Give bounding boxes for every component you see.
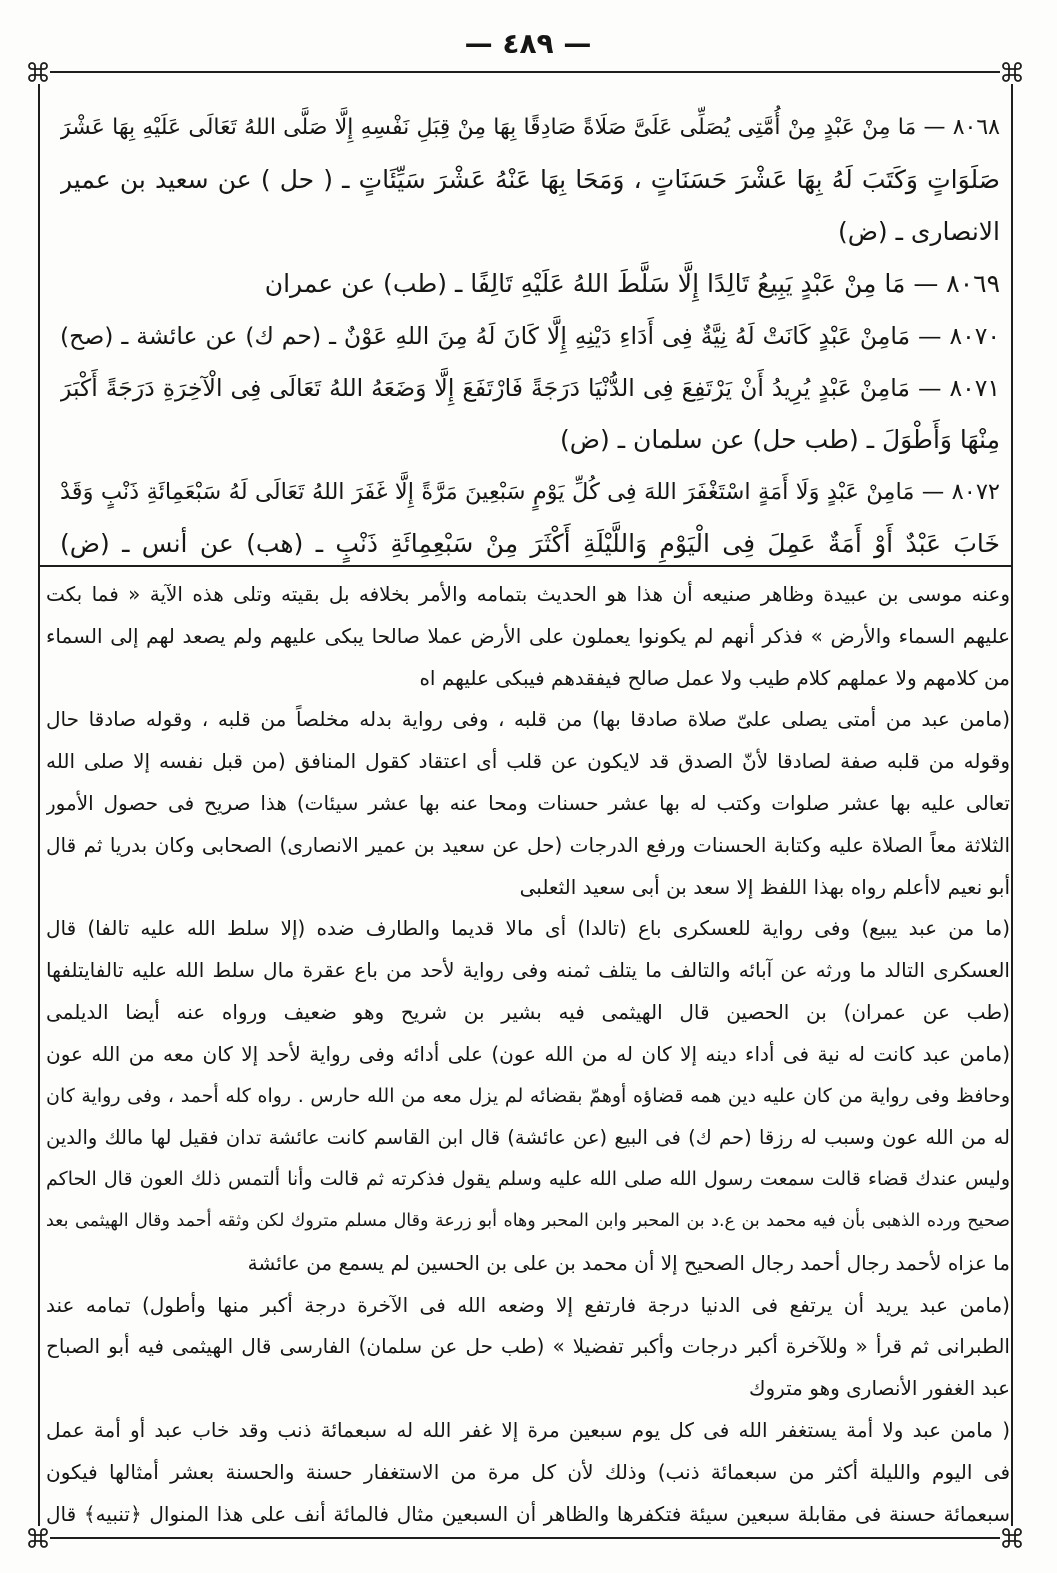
hadith-line: الانصارى ـ (ض) bbox=[837, 217, 1000, 246]
hadith-line: ٨٠٧٠ — مَامِنْ عَبْدٍ كَانَتْ لَهُ نِيَّةٌ فِى أَدَاءِ دَيْنِهِ إِلَّا كَانَ لَهُ مِنَ اللهِ عَوْنٌ ـ (حم ك) عن عائشة ـ (صح) bbox=[60, 322, 1000, 350]
frame-left-border bbox=[38, 71, 40, 1539]
hadith-line: ٨٠٧١ — مَامِنْ عَبْدٍ يُرِيدُ أَنْ يَرْتَفِعَ فِى الدُّنْيَا دَرَجَةً فَارْتَفَعَ إِلَّا وَضَعَهُ اللهُ تَعَالَى فِى الْآخِرَةِ دَرَجَةً أَكْبَرَ bbox=[60, 374, 1000, 402]
corner-ornament-icon bbox=[26, 60, 50, 84]
commentary-line: (مامن عبد كانت له نية فى أداء دينه إلا كان له من الله عون) على أدائه وفى رواية لأحد إلا كان معه من الله عون bbox=[46, 1041, 1010, 1066]
hadith-line: ٨٠٧٢ — مَامِنْ عَبْدٍ وَلَا أَمَةٍ اسْتَغْفَرَ اللهَ فِى كُلِّ يَوْمٍ سَبْعِينَ مَرَّةً إِلَّا غَفَرَ اللهُ تَعَالَى لَهُ سَبْعَمِائَةِ ذَنْبٍ وَقَدْ bbox=[60, 479, 1000, 505]
commentary-line: صحيح ورده الذهبى بأن فيه محمد بن ع.د بن المحبر وابن المحبر وهاه أبو زرعة وقال مسلم متروك لكن وثقه أحمد وقال الهيثمى بعد bbox=[46, 1210, 1010, 1231]
commentary-line: وقوله من قلبه صفة لصادقا لأنّ الصدق قد لايكون عن قلب أى اعتقاد كقول المنافق (من قبل نفسه إلا صلى الله bbox=[46, 749, 1010, 774]
hadith-section bbox=[60, 102, 1000, 570]
hadith-line: مِنْهَا وَأَطْوَلَ ـ (طب حل) عن سلمان ـ (ض) bbox=[560, 425, 1000, 454]
commentary-line: له من الله عون وسبب له رزقا (حم ك) فى البيع (عن عائشة) قال ابن القاسم كانت عائشة تدان فقيل لها مالك والدين bbox=[46, 1126, 1010, 1150]
commentary-line: (مامن عبد يريد أن يرتفع فى الدنيا درجة فارتفع إلا وضعه الله فى الآخرة درجة أكبر منها وأطول) تمامه عند bbox=[46, 1292, 1010, 1317]
commentary-line: وليس عندك قضاء قالت سمعت رسول الله صلى الله عليه وسلم يقول فذكرته ثم قالت وأنا ألتمس ذلك العون قال الحاكم bbox=[46, 1168, 1010, 1191]
hadith-line: صَلَوَاتٍ وَكَتَبَ لَهُ بِهَا عَشْرَ حَسَنَاتٍ ، وَمَحَا بِهَا عَنْهُ عَشْرَ سَيِّئَاتٍ ـ ( حل ) عن سعيد بن عمير bbox=[60, 165, 1000, 194]
commentary-line: عليهم السماء والأرض » فذكر أنهم لم يكونوا يعملون على الأرض عملا صالحا يبكى عليهم ولم يصعد لهم إلى السماء bbox=[46, 623, 1010, 648]
commentary-line: سبعمائة حسنة فى مقابلة سبعين سيئة فتكفرها والظاهر أن السبعين مثال فالمائة أنف على هذا المنوال ﴿تنبيه﴾ قال bbox=[46, 1501, 1010, 1526]
hadith-line: خَابَ عَبْدٌ أَوْ أَمَةٌ عَمِلَ فِى الْيَوْمِ وَاللَّيْلَةِ أَكْثَرَ مِنْ سَبْعِمِائَةِ ذَنْبٍ ـ (هب) عن أنس ـ (ض) bbox=[60, 529, 1000, 558]
commentary-line: تعالى عليه بها عشر صلوات وكتب له بها عشر حسنات ومحا عنه بها عشر سيئات) هذا صريح فى حصول الأمور bbox=[46, 790, 1010, 815]
hadith-line: ٨٠٦٩ — مَا مِنْ عَبْدٍ يَبِيعُ تَالِدًا إِلَّا سَلَّطَ اللهُ عَلَيْهِ تَالِفًا ـ (طب) عن عمران bbox=[264, 269, 1000, 298]
frame-right-border bbox=[1011, 71, 1013, 1539]
commentary-section bbox=[46, 574, 1010, 1535]
commentary-line: أبو نعيم لاأعلم رواه بهذا اللفظ إلا سعد بن أبى سعيد الثعلبى bbox=[519, 874, 1010, 899]
corner-ornament-icon bbox=[1000, 60, 1024, 84]
hadith-line: ٨٠٦٨ — مَا مِنْ عَبْدٍ مِنْ أُمَّتِى يُصَلِّى عَلَىَّ صَلَاةً صَادِقًا بِهَا مِنْ قِبَلِ نَفْسِهِ إِلَّا صَلَّى اللهُ تَعَالَى عَلَيْهِ بِهَا عَشْرَ bbox=[60, 115, 1000, 140]
commentary-line: عبد الغفور الأنصارى وهو متروك bbox=[748, 1376, 1010, 1401]
commentary-line: ( مامن عبد ولا أمة يستغفر الله فى كل يوم سبعين مرة إلا غفر الله له سبعمائة ذنب وقد خاب عبد أو أمة عمل bbox=[46, 1417, 1010, 1442]
frame-top-border bbox=[38, 71, 1013, 73]
commentary-line: الطبرانى ثم قرأ « وللآخرة أكبر درجات وأكبر تفضيلا » (طب حل عن سلمان) الفارسى قال الهيثمى فيه أبو الصباح bbox=[46, 1334, 1010, 1359]
commentary-line: (مامن عبد من أمتى يصلى علىّ صلاة صادقا بها) من قلبه ، وفى رواية بدله مخلصاً من قلبه ، وقوله صادقا حال bbox=[46, 707, 1010, 732]
commentary-line: وحافظ وفى رواية من كان عليه دين همه قضاؤه أوهمّ بقضائه لم يزل معه من الله حارس . رواه كله أحمد ، وفى رواية كان bbox=[46, 1084, 1010, 1107]
commentary-line: (طب عن عمران) بن الحصين قال الهيثمى فيه بشير بن شريح وهو ضعيف ورواه عنه أيضا الديلمى bbox=[46, 999, 1010, 1024]
commentary-line: (ما من عبد يبيع) وفى رواية للعسكرى باع (تالدا) أى مالا قديما والطارف ضده (إلا سلط الله عليه تالفا) قال bbox=[46, 916, 1010, 941]
commentary-line: ما عزاه لأحمد رجال أحمد رجال الصحيح إلا أن محمد بن على بن الحسين لم يسمع من عائشة bbox=[247, 1250, 1010, 1275]
commentary-line: الثلاثة معاً الصلاة عليه وكتابة الحسنات ورفع الدرجات (حل عن سعيد بن عمير الانصارى) الصحابى وكان بدريا ثم قال bbox=[46, 832, 1010, 857]
commentary-line: وعنه موسى بن عبيدة وظاهر صنيعه أن هذا هو الحديث بتمامه والأمر بخلافه بل بقيته وتلى هذه الآية « فما بكت bbox=[46, 582, 1010, 606]
commentary-line: من كلامهم ولا عملهم كلام طيب ولا عمل صالح فيفقدهم فيبكى عليهم اه bbox=[419, 665, 1010, 690]
commentary-line: العسكرى التالد ما ورثه عن آبائه والتالف ما يتلف ثمنه وفى رواية لأحد من باع عقرة مال سلط الله عليه تالفايتلفها bbox=[46, 958, 1010, 983]
frame-bottom-border bbox=[38, 1537, 1013, 1539]
commentary-line: فى اليوم والليلة أكثر من سبعمائة ذنب) وذلك لأن كل مرة من الاستغفار حسنة والحسنة بعشر أمثالها فيكون bbox=[46, 1459, 1010, 1484]
page-number: — ٤٨٩ — bbox=[464, 27, 592, 60]
